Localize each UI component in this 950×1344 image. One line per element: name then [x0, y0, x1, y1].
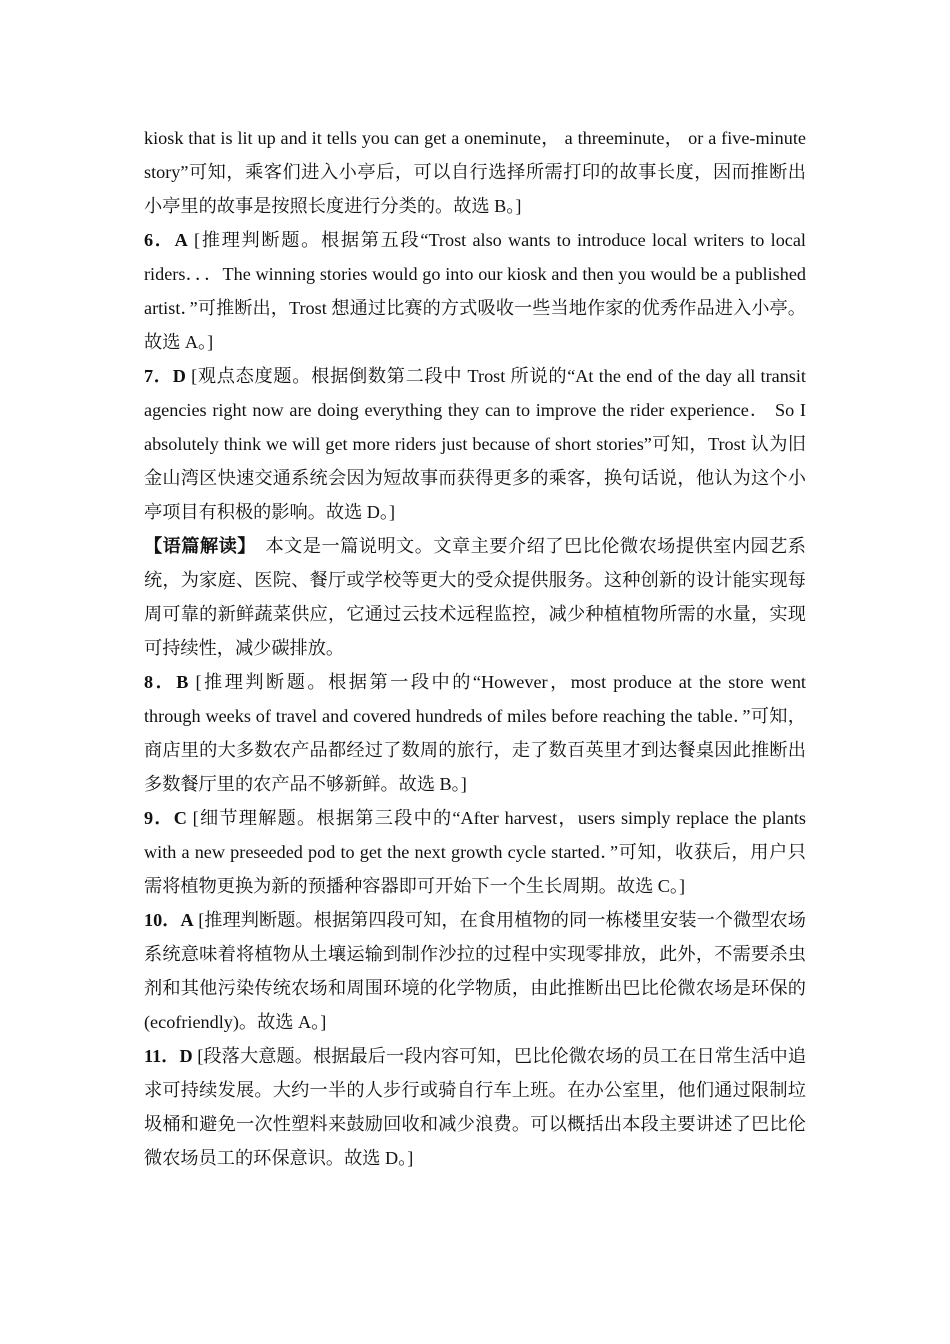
explanation-text: [细节理解题。根据第三段中的“After harvest，users simply replace the plants with a new preseeded pod to get the next growth cycle started．”可知，收获后，用户只需将植物更换为新的预播种容器即可开始下一个生长周期。故选 C。] — [144, 808, 806, 896]
answer-item-q7 — [144, 359, 806, 529]
answer-letter: D — [179, 1046, 193, 1066]
question-number: 7． — [144, 366, 173, 386]
paragraph-text: kiosk that is lit up and it tells you can get a oneminute， a threeminute， or a five-minute story”可知，乘客们进入小亭后，可以自行选择所需打印的故事长度，因而推断出小亭里的故事是按照长度进行分类的。故选 B。] — [144, 128, 806, 216]
answer-item-q11 — [144, 1039, 806, 1175]
answer-item-q9 — [144, 801, 806, 903]
answer-item-q8 — [144, 665, 806, 801]
answer-explanation-page — [144, 121, 806, 1175]
explanation-text: [推理判断题。根据第五段“Trost also wants to introduce local writers to local riders．．．The winning stories would go into our kiosk and then you would be a published artist．”可推断出，Trost 想通过比赛的方式吸收一些当地作家的优秀作品进入小亭。故选 A。] — [144, 230, 806, 352]
explanation-text: [推理判断题。根据第一段中的“However，most produce at the store went through weeks of travel and covered hundreds of miles before reaching the table．”可知，商店里的大多数农产品都经过了数周的旅行，走了数百英里才到达餐桌因此推断出多数餐厅里的农产品不够新鲜。故选 B。] — [144, 672, 806, 794]
passage-summary-text: 本文是一篇说明文。文章主要介绍了巴比伦微农场提供室内园艺系统，为家庭、医院、餐厅或学校等更大的受众提供服务。这种创新的设计能实现每周可靠的新鲜蔬菜供应，它通过云技术远程监控，减少种植植物所需的水量，实现可持续性，减少碳排放。 — [144, 536, 806, 658]
answer-letter: D — [172, 366, 186, 386]
question-number: 10． — [144, 910, 181, 930]
explanation-text: [观点态度题。根据倒数第二段中 Trost 所说的“At the end of the day all transit agencies right now are doing everything they can to improve the rider experience． So I absolutely think we will get more riders just because of short stories”可知，Trost 认为旧金山湾区快速交通系统会因为短故事而获得更多的乘客，换句话说，他认为这个小亭项目有积极的影响。故选 D。] — [144, 366, 806, 522]
answer-letter: C — [173, 808, 187, 828]
answer-letter: B — [176, 672, 189, 692]
paragraph-q5-continuation — [144, 121, 806, 223]
question-number: 11． — [144, 1046, 180, 1066]
question-number: 9． — [144, 808, 174, 828]
answer-letter: A — [180, 910, 194, 930]
explanation-text: [推理判断题。根据第四段可知，在食用植物的同一栋楼里安装一个微型农场系统意味着将植物从土壤运输到制作沙拉的过程中实现零排放，此外，不需要杀虫剂和其他污染传统农场和周围环境的化学物质，由此推断出巴比伦微农场是环保的(ecofriendly)。故选 A。] — [144, 910, 806, 1032]
question-number: 6． — [144, 230, 175, 250]
passage-summary-label: 【语篇解读】 — [144, 536, 247, 556]
explanation-text: [段落大意题。根据最后一段内容可知，巴比伦微农场的员工在日常生活中追求可持续发展。大约一半的人步行或骑自行车上班。在办公室里，他们通过限制垃圾桶和避免一次性塑料来鼓励回收和减少浪费。可以概括出本段主要讲述了巴比伦微农场员工的环保意识。故选 D。] — [144, 1046, 807, 1168]
answer-letter: A — [174, 230, 188, 250]
question-number: 8． — [144, 672, 177, 692]
passage-summary — [144, 529, 806, 665]
answer-item-q10 — [144, 903, 806, 1039]
answer-item-q6 — [144, 223, 806, 359]
